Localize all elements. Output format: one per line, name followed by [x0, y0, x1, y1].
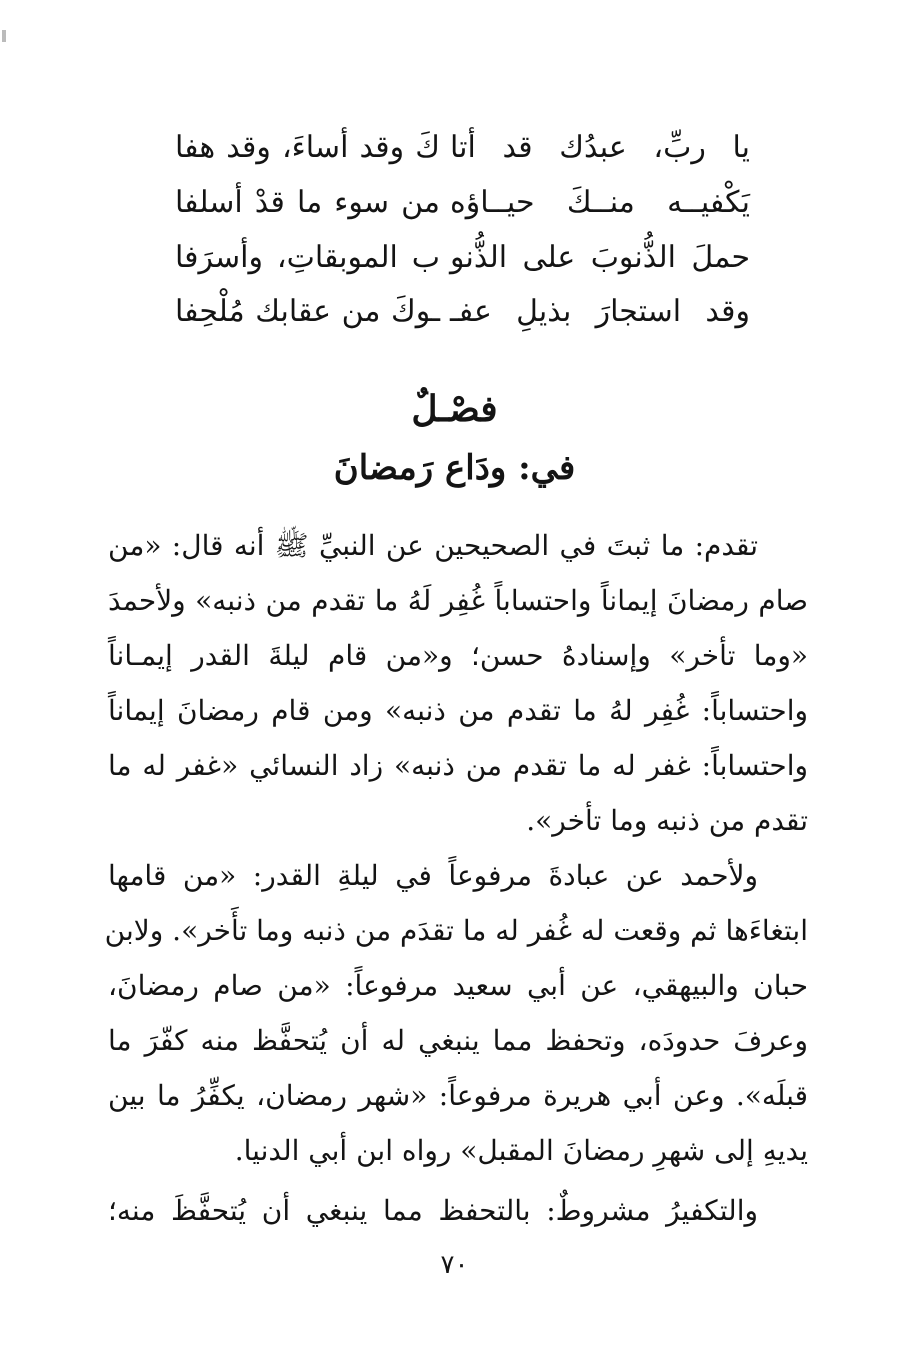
text-line: تقدم من ذنبه وما تأخر».	[526, 804, 808, 837]
text-line: ولأحمد عن عبادةَ مرفوعاً في ليلةِ القدر: «من قامها	[108, 859, 758, 892]
scan-edge-mark	[2, 30, 6, 42]
paragraph-2	[104, 848, 808, 1178]
poem-verse-3	[175, 228, 750, 288]
text-line: صام رمضانَ إيماناً واحتساباً غُفِر لَهُ ما تقدم من ذنبه» ولأحمدَ	[108, 584, 808, 617]
page-number: ٧٠	[440, 1250, 469, 1280]
text-line: قبلَه». وعن أبي هريرة مرفوعاً: «شهر رمضان، يكفِّرُ ما بين	[108, 1079, 808, 1112]
section-subtitle: في: ودَاع رَمضانَ	[333, 448, 576, 488]
verse-first-hemistich: يا ربِّ، عبدُك قد أتا	[450, 130, 750, 165]
poem-verse-4	[175, 282, 750, 342]
poem-verse-1	[175, 118, 750, 178]
text-line: «وما تأخر» وإسنادهُ حسن؛ و«من قام ليلةَ القدر إيمـاناً	[108, 639, 808, 672]
text-line: والتكفيرُ مشروطٌ: بالتحفظ مما ينبغي أن يُتحفَّظَ منه؛	[108, 1194, 758, 1227]
verse-second-hemistich: من سوء ما قدْ أسلفا	[175, 185, 440, 220]
verse-first-hemistich: يَكْفيــه منــكَ حيــاؤه	[450, 185, 750, 220]
text-line: ابتغاءَها ثم وقعت له غُفر له ما تقدَم من ذنبه وما تأَخر». ولابن	[104, 914, 808, 947]
text-line: وعرفَ حدودَه، وتحفظ مما ينبغي له أن يُتحفَّظ منه كفّرَ ما	[108, 1024, 808, 1057]
verse-first-hemistich: حملَ الذُّنوبَ على الذُّنو	[450, 240, 750, 275]
paragraph-1	[108, 518, 808, 848]
paragraph-3	[108, 1183, 808, 1238]
text-line: يديهِ إلى شهرِ رمضانَ المقبل» رواه ابن أبي الدنيا.	[234, 1134, 808, 1167]
verse-second-hemistich: ب الموبقاتِ، وأسرَفا	[175, 240, 440, 275]
text-line: تقدم: ما ثبتَ في الصحيحين عن النبيِّ ﷺ أنه قال: «من	[108, 529, 758, 562]
verse-second-hemistich: ـوكَ من عقابك مُلْحِفا	[175, 294, 440, 329]
poem-verse-2	[175, 173, 750, 233]
verse-second-hemistich: كَ وقد أساءَ، وقد هفا	[175, 130, 440, 165]
text-line: واحتساباً: غفر له ما تقدم من ذنبه» زاد النسائي «غفر له ما	[108, 749, 808, 782]
section-title: فصْـلٌ	[411, 388, 498, 430]
verse-first-hemistich: وقد استجارَ بذيلِ عفـ	[450, 294, 750, 329]
text-line: واحتساباً: غُفِر لهُ ما تقدم من ذنبه» ومن قام رمضانَ إيماناً	[108, 694, 808, 727]
text-line: حبان والبيهقي، عن أبي سعيد مرفوعاً: «من صام رمضانَ،	[108, 969, 808, 1002]
